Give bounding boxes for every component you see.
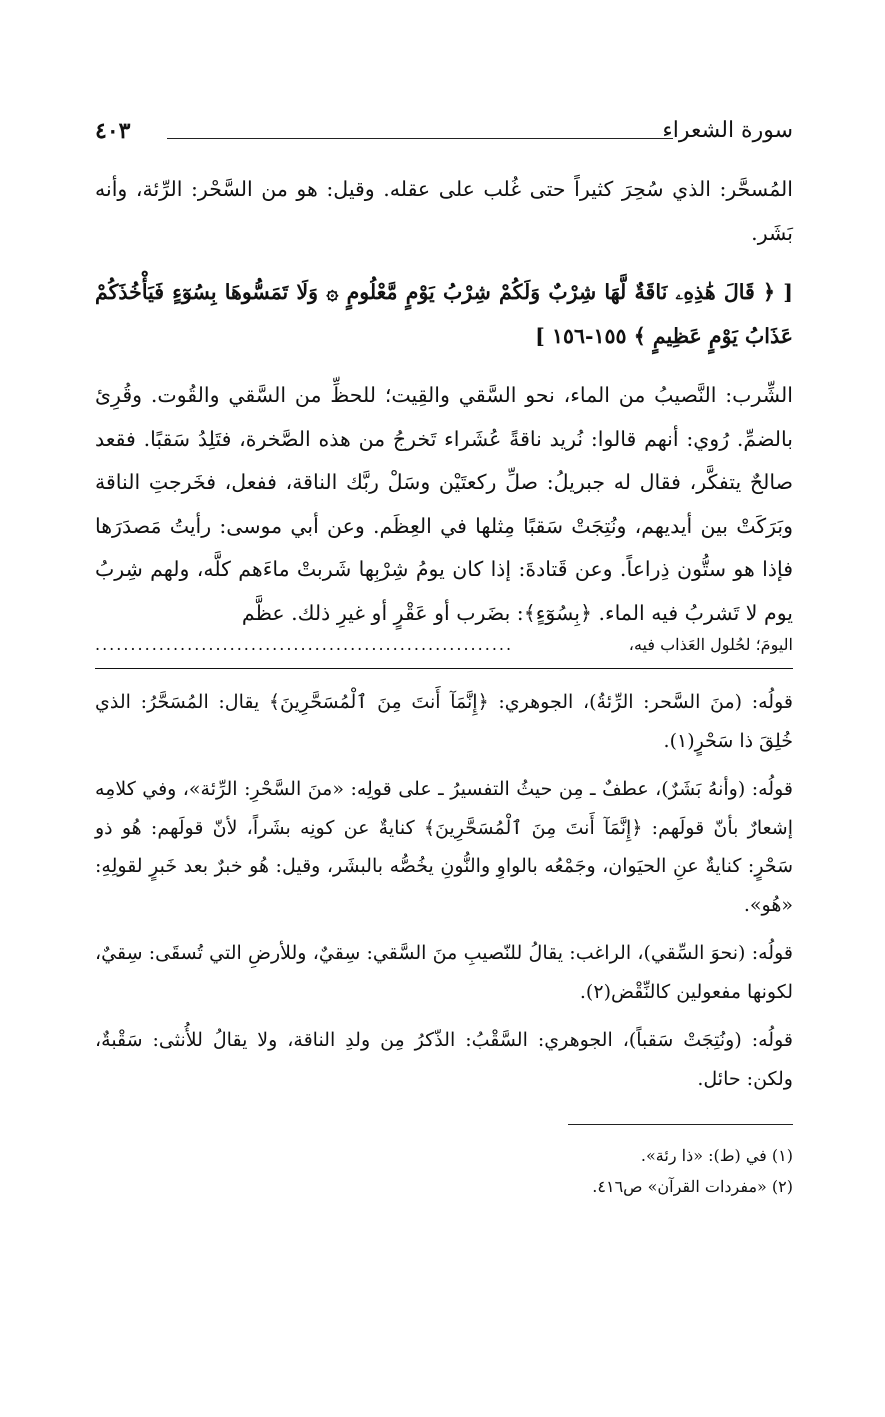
main-last-line xyxy=(95,635,793,654)
main-paragraph-2: الشِّرب: النَّصيبُ من الماء، نحو السَّقي والقِيت؛ للحظِّ من السَّقي والقُوت. وقُرِئ بالضمِّ. رُوي: أنهم قالوا: نُريد ناقةً عُشَراء تَخرجُ من هذه الصَّخرة، فتَلِدُ سَقبًا. فقعد صالحٌ يتفكَّر، فقال له جبريلُ: صلِّ ركعتَيْن وسَلْ ربَّك الناقة، ففعل، فخَرجتِ الناقة وبَرَكَتْ بين أيديهم، ونُتِجَتْ سَقبًا مِثلها في العِظَم. وعن أبي موسى: رأيتُ مَصدَرَها فإذا هو ستُّون ذِراعاً. وعن قَتادةَ: إذا كان يومُ شِرْبِها شَربتْ ماءَهم كلَّه، ولهم شِربُ يوم لا تَشربُ فيه الماء. ﴿بِسُوٓءٍ﴾: بضَرب أو عَقْرٍ أو غيرِ ذلك. عظَّم xyxy=(95,383,793,625)
commentary-paragraph: قولُه: (منَ السَّحر: الرِّئةُ)، الجوهري: ﴿إِنَّمَآ أَنتَ مِنَ ٱلْمُسَحَّرِينَ﴾ يقال: المُسَحَّرُ: الذي خُلِقَ ذا سَحْرٍ(١). xyxy=(95,691,793,752)
commentary-separator xyxy=(95,668,793,669)
footnote-1: (١) في (ط): «ذا رئة». xyxy=(640,1146,793,1165)
footnotes xyxy=(95,1141,793,1201)
main-last-line-text: اليومَ؛ لحُلول العَذاب فيه، xyxy=(628,635,793,654)
page-number: ٤٠٣ xyxy=(95,118,131,144)
main-text xyxy=(95,168,793,654)
surah-title: سورة الشعراء xyxy=(662,118,793,143)
header-rule xyxy=(167,138,673,139)
commentary xyxy=(95,683,793,1098)
book-page xyxy=(95,118,793,1203)
commentary-paragraph: قولُه: (ونُتِجَتْ سَقباً)، الجوهري: السَّقْبُ: الذّكرُ مِن ولدِ الناقة، ولا يقالُ للأُنثى: سَقْبةٌ، ولكن: حائل. xyxy=(95,1029,793,1090)
main-paragraph-1: المُسحَّر: الذي سُحِرَ كثيراً حتى غُلب على عقله. وقيل: هو من السَّحْر: الرِّئة، وأنه بَشَر. xyxy=(95,177,793,245)
footnote-rule xyxy=(568,1124,793,1125)
footnote-2: (٢) «مفردات القرآن» ص٤١٦. xyxy=(592,1177,793,1196)
page-header xyxy=(95,118,793,150)
commentary-paragraph: قولُه: (وأنهُ بَشَرٌ)، عطفٌ ـ مِن حيثُ التفسيرُ ـ على قولِه: «منَ السَّحْرِ: الرِّئة»، وفي كلامِه إشعارٌ بأنّ قولَهم: ﴿إِنَّمَآ أَنتَ مِنَ ٱلْمُسَحَّرِينَ﴾ كنايةٌ عن كونِه بشَراً، لأنّ قولَهم: هُو ذو سَحْرٍ: كنايةٌ عنِ الحيَوان، وجَمْعُه بالواوِ والنُّونِ يخُصُّه بالبشَر، وقيل: هُو خبرٌ بعد خَبرٍ لقولِهِ: «هُو». xyxy=(95,778,793,916)
quran-verse: [ ﴿ قَالَ هَٰذِهِۦ نَاقَةٌ لَّهَا شِرْبٌ وَلَكُمْ شِرْبُ يَوْمٍ مَّعْلُومٍ ۞ وَلَا تَمَسُّوهَا بِسُوٓءٍ فَيَأْخُذَكُمْ عَذَابُ يَوْمٍ عَظِيمٍ ﴾ ١٥٥-١٥٦ ] xyxy=(95,280,793,348)
continuation-dots: ........................................................... xyxy=(95,635,514,654)
commentary-paragraph: قولُه: (نحوَ السِّقي)، الراغب: يقالُ للنّصيبِ منَ السَّقي: سِقيٌ، وللأرضِ التي تُسقَى: سِقيٌ، لكونها مفعولين كالنِّقْض(٢). xyxy=(95,942,793,1003)
